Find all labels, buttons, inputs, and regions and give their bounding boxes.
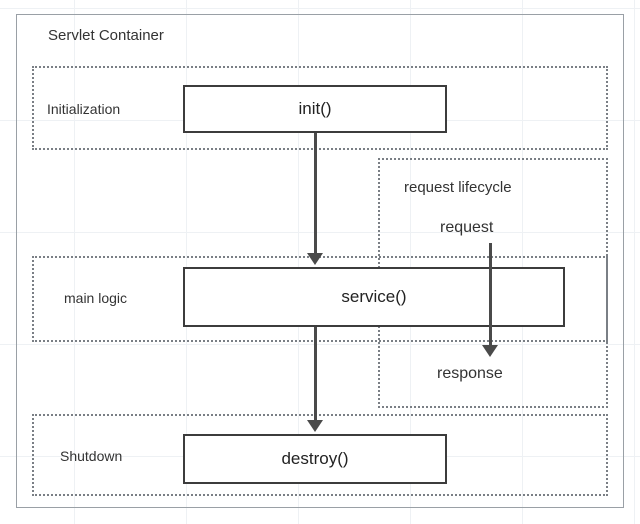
arrow-line xyxy=(314,133,317,255)
arrow-head-icon xyxy=(482,345,498,357)
node-destroy[interactable]: destroy() xyxy=(183,434,447,484)
shutdown-label: Shutdown xyxy=(60,448,123,464)
main-logic-label: main logic xyxy=(64,290,128,306)
arrow-line xyxy=(314,327,317,422)
request-label: request xyxy=(440,219,494,236)
node-service[interactable]: service() xyxy=(183,267,565,327)
node-init[interactable]: init() xyxy=(183,85,447,133)
grid-line xyxy=(634,0,635,524)
request-lifecycle-label: request lifecycle xyxy=(404,179,512,196)
arrow-head-icon xyxy=(307,253,323,265)
servlet-container-title: Servlet Container xyxy=(48,27,164,44)
response-label: response xyxy=(437,365,503,382)
initialization-label: Initialization xyxy=(47,101,121,117)
arrow-head-icon xyxy=(307,420,323,432)
arrow-line xyxy=(489,243,492,348)
grid-line xyxy=(0,8,640,9)
